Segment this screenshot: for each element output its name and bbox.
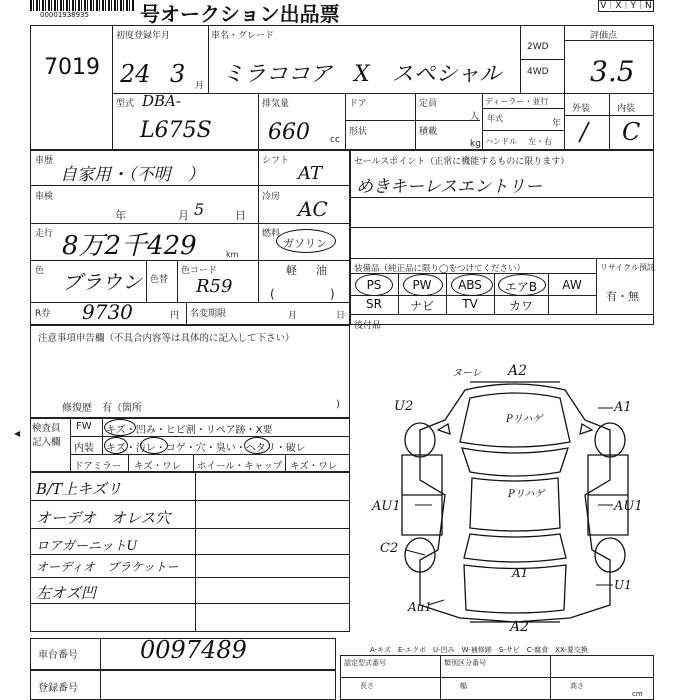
spec-label-1: 認定型式番号: [344, 659, 386, 667]
mark-c2: C2: [380, 541, 399, 556]
door-label: ドア: [349, 99, 367, 109]
dealer-label: ディーラー・並行: [485, 97, 549, 106]
mark-a2-top: A2: [508, 363, 528, 379]
circle-int-kizu: [104, 437, 128, 454]
spec-unit: cm: [632, 690, 643, 698]
capacity-label: 定員: [419, 99, 438, 109]
page-title: 号オークション出品票: [140, 2, 340, 26]
mark-au1-bottom: Au1: [408, 600, 433, 614]
displacement-value: 660: [268, 120, 310, 145]
inspector-mirror-head: ドアミラー: [74, 461, 122, 472]
capacity-unit: 人: [470, 112, 480, 122]
model-prefix: DBA-: [142, 92, 181, 110]
first-reg-year: 24: [120, 60, 151, 88]
r-ken-label: R券: [35, 309, 51, 319]
car-rear-window: [464, 534, 566, 562]
paren-right: ): [330, 287, 335, 301]
equip-leather[interactable]: カワ: [508, 299, 533, 313]
inspector-interior-body: キズ・汚レ・コゲ・穴・臭い・ヘタリ・破レ: [106, 443, 306, 454]
note-line-4: オーディオ ブラケットー: [36, 560, 179, 574]
equip-pw[interactable]: PW: [412, 278, 432, 292]
circle-ps: [355, 274, 393, 296]
circle-abs: [451, 274, 493, 296]
ext-label: 外装: [572, 104, 591, 114]
spec-sub-2: 幅: [460, 682, 467, 690]
barcode: [30, 0, 134, 11]
equip-tv[interactable]: TV: [462, 297, 478, 311]
equip-ps[interactable]: PS: [366, 278, 382, 292]
handle-label: ハンドル: [485, 137, 517, 146]
note-line-5: 左オズ凹: [36, 584, 96, 602]
model-value: L675S: [140, 118, 212, 143]
int-value: C: [622, 118, 641, 146]
equip-airbag[interactable]: エアB: [504, 280, 538, 294]
car-name-label: 車名・グレード: [211, 31, 275, 41]
mileage-unit: km: [226, 250, 239, 259]
ext-value: /: [580, 118, 589, 146]
inspector-wheel-body: キズ・ワレ: [290, 461, 338, 472]
inspection-year: 年: [115, 209, 126, 222]
circle-fw-kizu: [104, 419, 136, 436]
displacement-unit: cc: [330, 135, 340, 145]
int-label: 内装: [617, 104, 636, 114]
mileage-label: 走行: [35, 229, 54, 239]
color-code-value: R59: [196, 276, 233, 297]
color-change-label: 色替: [150, 275, 169, 285]
mark-au1-right: AU1: [614, 499, 643, 514]
color-label: 色: [35, 266, 45, 276]
after-parts-label: 後付品: [354, 321, 382, 331]
chassis-value: 0097489: [140, 636, 247, 664]
drive-4wd: 4WD: [527, 67, 549, 77]
car-windshield: [462, 448, 568, 476]
lot-number: 7019: [44, 55, 100, 80]
mark-p-hood: Pリハゲ: [506, 414, 543, 425]
repair-close: ): [336, 399, 340, 410]
circle-pw: [403, 274, 443, 296]
corner-marks: V｜X｜Y｜N: [598, 0, 654, 12]
r-ken-unit: 円: [170, 311, 180, 321]
mark-u1: U1: [614, 578, 632, 592]
model-label: 型式: [116, 99, 135, 109]
note-line-2: オーデオ オレス穴: [36, 509, 171, 527]
note-line-1: B/T上キズリ: [36, 480, 122, 498]
r-ken-value: 9730: [82, 300, 133, 324]
cooling-value: AC: [298, 197, 328, 221]
mark-u2: U2: [394, 399, 414, 414]
notes-label: 注意事項申告欄（不具合内容等は具体的に記入して下さい）: [38, 333, 295, 344]
inspector-fw-head: FW: [76, 421, 92, 432]
vehicle-use-label: 車歴: [35, 156, 54, 166]
inspection-label: 車検: [35, 192, 54, 202]
inspector-interior-head: 内装: [74, 443, 94, 454]
displacement-label: 排気量: [262, 99, 290, 109]
registration-label: 登録番号: [38, 683, 78, 694]
load-label: 積載: [419, 127, 438, 137]
equipment-label: 装備品（純正品に限り◯をつけてください）: [354, 264, 526, 274]
damage-legend: A-キズ E-エクボ U-凹み W-補修跡 S-サビ C-腐食 XX-要交換: [370, 646, 588, 654]
fuel-label: 燃料: [262, 229, 281, 239]
color-value: ブラウン: [62, 270, 142, 294]
fuel-oil: 油: [316, 264, 327, 277]
inspection-day: 日: [235, 209, 246, 222]
recycle-label: リサイクル預託: [600, 263, 655, 272]
mark-p-roof: Pリハゲ: [508, 489, 545, 500]
mark-a1-trunk: A1: [512, 566, 529, 580]
fuel-light: 軽: [286, 264, 297, 277]
shape-label: 形状: [349, 127, 368, 137]
inspector-label: 検査員記入欄: [32, 423, 61, 448]
repair-history: 修復歴 有（箇所: [62, 403, 142, 414]
equip-abs[interactable]: ABS: [458, 278, 482, 292]
equip-navi[interactable]: ナビ: [409, 299, 434, 313]
barcode-number: 00001938935: [40, 11, 89, 19]
name-change-month: 月: [288, 311, 298, 321]
car-name-value: ミラココア X スペシャル: [222, 62, 502, 87]
selling-points-value: めきキーレスエントリー: [356, 177, 543, 197]
selling-points-label: セールスポイント（正常に機能するものに限ります）: [354, 157, 570, 167]
model-year-unit: 年: [552, 119, 562, 129]
color-code-label: 色コード: [181, 266, 218, 276]
circle-int-smell: [244, 437, 270, 454]
equip-aw[interactable]: AW: [562, 278, 582, 292]
drive-2wd: 2WD: [527, 42, 549, 52]
first-reg-label: 初度登録年月: [116, 31, 171, 41]
handle-value: 左・右: [528, 137, 552, 146]
paren-left: (: [270, 287, 275, 301]
spec-sub-1: 長さ: [360, 682, 374, 690]
inspection-day-value: 5: [194, 200, 205, 219]
circle-int-yogore: [140, 437, 168, 454]
spec-label-2: 類別区分番号: [444, 659, 486, 667]
mileage-value: 8万2千429: [62, 231, 197, 261]
fuel-gasoline: ガソリン: [283, 237, 327, 250]
inspection-month: 月: [178, 209, 189, 222]
load-unit: kg: [470, 139, 481, 149]
arrow-marker: ◀: [14, 429, 21, 438]
chassis-label: 車台番号: [38, 650, 78, 661]
cooling-label: 冷房: [262, 192, 281, 202]
note-line-3: ロアガーニットU: [36, 539, 138, 554]
name-change-label: 名変期限: [190, 309, 227, 319]
model-year-label: 年式: [487, 114, 503, 123]
inspector-wheel-head: ホイール・キャップ: [197, 461, 283, 472]
score-label: 評価点: [590, 31, 618, 41]
shift-value: AT: [298, 163, 323, 184]
mark-front-label: ヌーレ: [452, 368, 482, 379]
equip-sr[interactable]: SR: [366, 297, 382, 311]
name-change-day: 日: [336, 311, 346, 321]
circle-airbag: [498, 274, 546, 296]
spec-sub-3: 高さ: [570, 682, 584, 690]
score-value: 3.5: [590, 55, 635, 88]
first-reg-unit: 月: [195, 81, 205, 91]
mark-a1-right: A1: [614, 400, 632, 415]
first-reg-month: 3: [170, 60, 186, 88]
shift-label: シフト: [262, 156, 290, 166]
mark-au1-left: AU1: [372, 499, 401, 514]
vehicle-use-value: 自家用・（不明 ）: [60, 165, 205, 185]
inspector-mirror-body: キズ・ワレ: [134, 461, 182, 472]
mark-a2-bottom: A2: [510, 619, 530, 635]
inspector-fw-body: キズ・凹み・ヒビ割・リペア跡・X要: [106, 425, 273, 436]
recycle-value: 有・無: [606, 290, 639, 303]
